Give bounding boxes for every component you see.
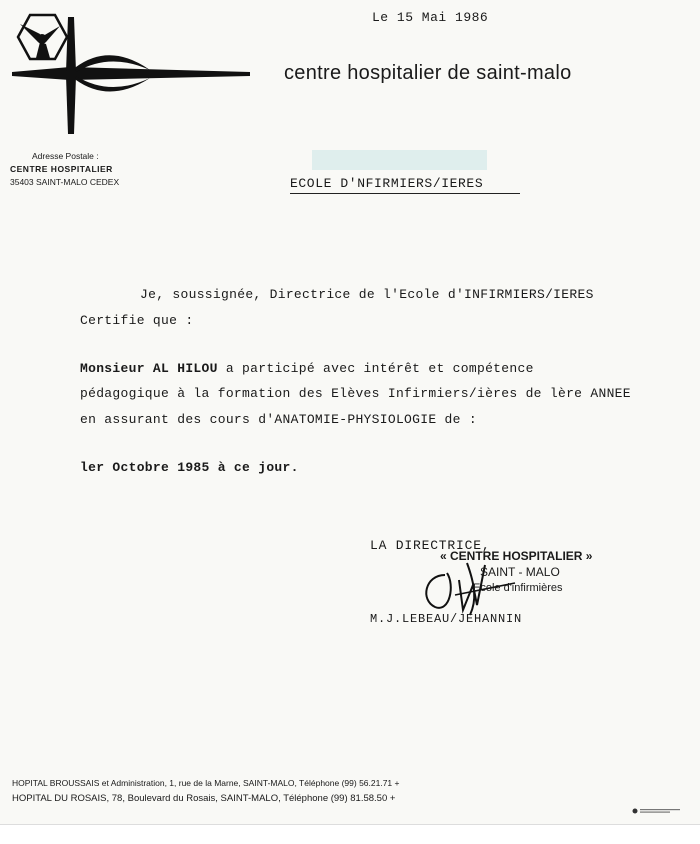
footer-line-2: HOPITAL DU ROSAIS, 78, Boulevard du Rosais, SAINT-MALO, Téléphone (99) 81.58.50 + [12, 793, 396, 804]
highlight-mark [312, 150, 487, 170]
stamp-line-3: Ecole d'infirmières [473, 582, 563, 594]
body-line-3-rest: a participé avec intérêt et compétence [217, 361, 534, 376]
body-line-4: pédagogique à la formation des Elèves Infirmiers/ières de lère ANNEE [80, 386, 631, 401]
hospital-name: centre hospitalier de saint-malo [284, 62, 572, 84]
stamp-line-2: SAINT - MALO [480, 565, 560, 579]
stamp-line-1: « CENTRE HOSPITALIER » [440, 549, 593, 563]
body-line-3 [80, 361, 534, 376]
body-line-5: en assurant des cours d'ANATOMIE-PHYSIOLOGIE de : [80, 412, 477, 427]
page-bottom-edge [0, 824, 700, 844]
official-stamp [440, 548, 592, 596]
address-name: CENTRE HOSPITALIER [10, 164, 113, 174]
footer-line-1: HOPITAL BROUSSAIS et Administration, 1, rue de la Marne, SAINT-MALO, Téléphone (99) 56.21.71 + [12, 778, 400, 788]
letter-date: Le 15 Mai 1986 [372, 10, 489, 25]
body-line-1: Je, soussignée, Directrice de l'Ecole d'INFIRMIERS/IERES [140, 287, 594, 302]
printer-mark-icon [632, 808, 682, 814]
hospital-logo [10, 12, 255, 137]
body-line-6: ler Octobre 1985 à ce jour. [80, 460, 299, 475]
school-title: ECOLE D'NFIRMIERS/IERES [290, 176, 520, 194]
address-city: 35403 SAINT-MALO CEDEX [10, 177, 120, 187]
address-label: Adresse Postale : [32, 151, 99, 161]
recipient-name: Monsieur AL HILOU [80, 361, 218, 376]
body-line-2: Certifie que : [80, 313, 194, 328]
postal-address [10, 150, 119, 189]
signer-name: M.J.LEBEAU/JEHANNIN [370, 612, 523, 626]
signature-title: LA DIRECTRICE, [370, 538, 491, 553]
